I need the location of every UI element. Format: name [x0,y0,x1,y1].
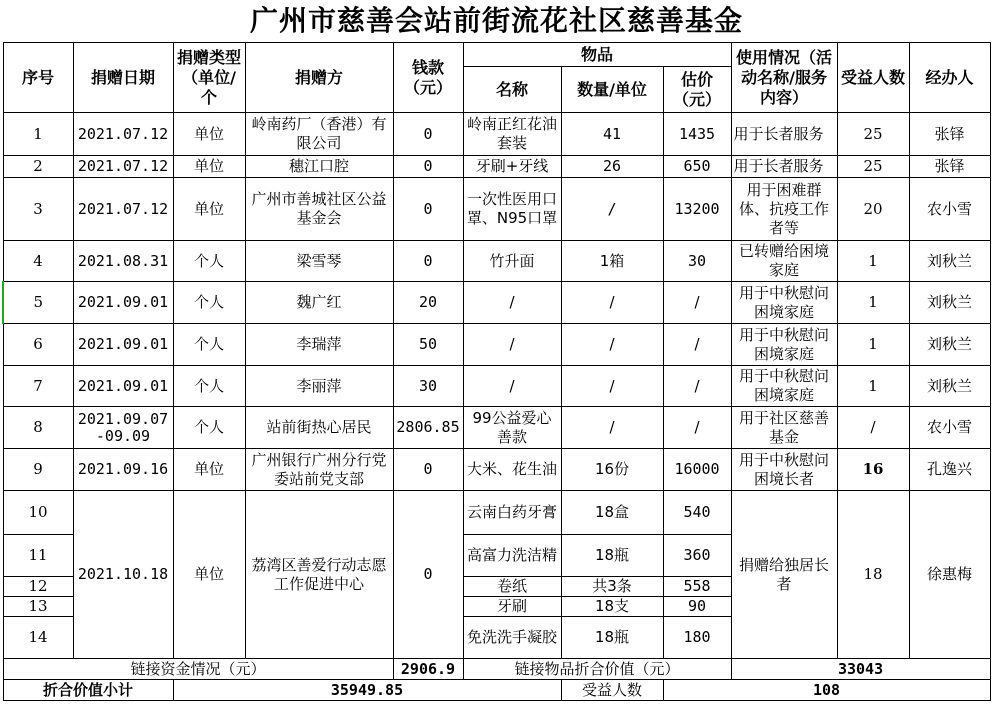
cell-seq: 2 [3,156,73,178]
table-row [3,156,990,178]
cell-goods-value: 540 [663,491,731,535]
cell-goods-name: 一次性医用口罩、N95口罩 [463,178,561,241]
cell-money: 0 [393,113,463,156]
cell-date: 2021.08.31 [73,241,173,282]
cell-goods-value: 1435 [663,113,731,156]
header-handler: 经办人 [909,43,990,113]
cell-date: 2021.09.01 [73,282,173,324]
cell-goods-value: 360 [663,535,731,577]
cell-donor: 站前街热心居民 [245,407,393,449]
summary-row [3,680,990,701]
cell-seq: 3 [3,178,73,241]
cell-goods-value: / [663,366,731,407]
cell-beneficiaries: 20 [837,178,909,241]
beneficiaries-label: 受益人数 [561,680,663,701]
cell-type: 单位 [173,156,245,178]
cell-seq: 7 [3,366,73,407]
cell-donor: 广州市善城社区公益基金会 [245,178,393,241]
total-value: 35949.85 [173,680,561,701]
donation-table [2,42,991,701]
cell-goods-value: 13200 [663,178,731,241]
cell-type: 单位 [173,449,245,491]
cell-seq: 8 [3,407,73,449]
funds-value: 2906.9 [393,659,463,680]
cell-handler: 刘秋兰 [909,366,990,407]
cell-goods-name: / [463,324,561,366]
table-row [3,178,990,241]
cell-goods-qty: / [561,282,663,324]
cell-goods-name: 岭南正红花油套装 [463,113,561,156]
cell-donor: 李丽萍 [245,366,393,407]
cell-beneficiaries: 1 [837,241,909,282]
cell-donor: 岭南药厂（香港）有限公司 [245,113,393,156]
summary-row [3,659,990,680]
total-label: 折合价值小计 [3,680,173,701]
cell-goods-qty: 共3条 [561,577,663,597]
cell-handler: 徐惠梅 [909,491,990,659]
header-donor: 捐赠方 [245,43,393,113]
cell-date: 2021.09.07-09.09 [73,407,173,449]
header-beneficiaries: 受益人数 [837,43,909,113]
cell-goods-qty: 18盒 [561,491,663,535]
table-row [3,407,990,449]
cell-goods-name: 高富力洗洁精 [463,535,561,577]
table-row [3,491,990,535]
cell-seq: 13 [3,597,73,617]
cell-goods-value: 16000 [663,449,731,491]
cell-usage: 用于中秋慰问困境长者 [731,449,837,491]
cell-seq: 12 [3,577,73,597]
cell-goods-qty: 16份 [561,449,663,491]
cell-seq: 14 [3,617,73,659]
page-title: 广州市慈善会站前街流花社区慈善基金 [249,4,743,37]
cell-goods-qty: 18瓶 [561,617,663,659]
cell-goods-name: 牙刷 [463,597,561,617]
cell-handler: 孔逸兴 [909,449,990,491]
header-usage: 使用情况（活动名称/服务内容） [731,43,837,113]
cell-donor: 荔湾区善爱行动志愿工作促进中心 [245,491,393,659]
cell-goods-value: 180 [663,617,731,659]
cell-seq: 6 [3,324,73,366]
cell-goods-name: 竹升面 [463,241,561,282]
cell-money: 0 [393,241,463,282]
cell-usage: 用于长者服务 [731,113,837,156]
cell-seq: 10 [3,491,73,535]
cell-usage: 用于中秋慰问困境家庭 [731,282,837,324]
cell-donor: 穗江口腔 [245,156,393,178]
cell-goods-name: 牙刷+牙线 [463,156,561,178]
cell-date: 2021.09.01 [73,366,173,407]
header-goods-name: 名称 [463,67,561,113]
cell-goods-value: 650 [663,156,731,178]
cell-goods-qty: 26 [561,156,663,178]
cell-usage: 用于社区慈善基金 [731,407,837,449]
cell-goods-name: / [463,282,561,324]
cell-type: 单位 [173,178,245,241]
cell-seq: 4 [3,241,73,282]
cell-date: 2021.07.12 [73,156,173,178]
cell-seq: 9 [3,449,73,491]
beneficiaries-total: 108 [663,680,990,701]
cell-goods-qty: 18瓶 [561,535,663,577]
cell-type: 单位 [173,113,245,156]
cell-handler: 张铎 [909,113,990,156]
goods-value-label: 链接物品折合价值（元） [463,659,731,680]
cell-money: 20 [393,282,463,324]
cell-seq: 1 [3,113,73,156]
cell-beneficiaries: / [837,407,909,449]
cell-goods-value: 558 [663,577,731,597]
cell-date: 2021.10.18 [73,491,173,659]
cell-handler: 刘秋兰 [909,324,990,366]
header-goods-value: 估价（元） [663,67,731,113]
cell-beneficiaries: 1 [837,282,909,324]
cell-goods-name: 99公益爱心善款 [463,407,561,449]
cell-usage: 已转赠给困境家庭 [731,241,837,282]
cell-goods-name: 卷纸 [463,577,561,597]
cell-usage: 用于长者服务 [731,156,837,178]
cell-usage: 捐赠给独居长者 [731,491,837,659]
cell-goods-name: / [463,366,561,407]
cell-donor: 魏广红 [245,282,393,324]
cell-goods-qty: 18支 [561,597,663,617]
cell-usage: 用于中秋慰问困境家庭 [731,366,837,407]
cell-money: 30 [393,366,463,407]
cell-beneficiaries: 25 [837,113,909,156]
cell-goods-qty: / [561,407,663,449]
cell-money: 0 [393,491,463,659]
cell-donor: 广州银行广州分行党委站前党支部 [245,449,393,491]
cell-money: 2806.85 [393,407,463,449]
cell-money: 50 [393,324,463,366]
cell-goods-name: 大米、花生油 [463,449,561,491]
cell-handler: 张铎 [909,156,990,178]
cell-date: 2021.09.16 [73,449,173,491]
cell-goods-value: 30 [663,241,731,282]
cell-beneficiaries: 1 [837,324,909,366]
cell-goods-value: 90 [663,597,731,617]
cell-goods-value: / [663,407,731,449]
cell-donor: 梁雪琴 [245,241,393,282]
cell-money: 0 [393,178,463,241]
cell-handler: 刘秋兰 [909,241,990,282]
cell-goods-qty: / [561,366,663,407]
table-row [3,241,990,282]
cell-seq: 11 [3,535,73,577]
cell-type: 个人 [173,241,245,282]
cell-handler: 农小雪 [909,407,990,449]
cell-beneficiaries: 18 [837,491,909,659]
table-row [3,324,990,366]
cell-date: 2021.07.12 [73,113,173,156]
cell-beneficiaries: 16 [837,449,909,491]
cell-goods-value: / [663,324,731,366]
cell-money: 0 [393,156,463,178]
header-goods: 物品 [463,43,731,67]
header-goods-qty: 数量/单位 [561,67,663,113]
table-row [3,282,990,324]
cell-date: 2021.09.01 [73,324,173,366]
cell-type: 个人 [173,282,245,324]
header-type: 捐赠类型（单位/个 [173,43,245,113]
table-row [3,366,990,407]
table-row [3,449,990,491]
cell-donor: 李瑞萍 [245,324,393,366]
cell-goods-qty: / [561,178,663,241]
cell-usage: 用于中秋慰问困境家庭 [731,324,837,366]
header-date: 捐赠日期 [73,43,173,113]
table-row [3,113,990,156]
cell-type: 个人 [173,407,245,449]
cell-date: 2021.07.12 [73,178,173,241]
cell-seq: 5 [3,282,73,324]
cell-goods-qty: 1箱 [561,241,663,282]
cell-goods-qty: / [561,324,663,366]
goods-value-total: 33043 [731,659,990,680]
cell-beneficiaries: 1 [837,366,909,407]
cell-goods-value: / [663,282,731,324]
cell-type: 单位 [173,491,245,659]
cell-beneficiaries: 25 [837,156,909,178]
cell-usage: 用于困难群体、抗疫工作者等 [731,178,837,241]
cell-goods-name: 云南白药牙膏 [463,491,561,535]
cell-money: 0 [393,449,463,491]
cell-type: 个人 [173,324,245,366]
cell-type: 个人 [173,366,245,407]
funds-label: 链接资金情况（元） [3,659,393,680]
cell-handler: 刘秋兰 [909,282,990,324]
cell-handler: 农小雪 [909,178,990,241]
cell-goods-name: 免洗洗手凝胶 [463,617,561,659]
cell-goods-qty: 41 [561,113,663,156]
header-seq: 序号 [3,43,73,113]
header-money: 钱款（元） [393,43,463,113]
